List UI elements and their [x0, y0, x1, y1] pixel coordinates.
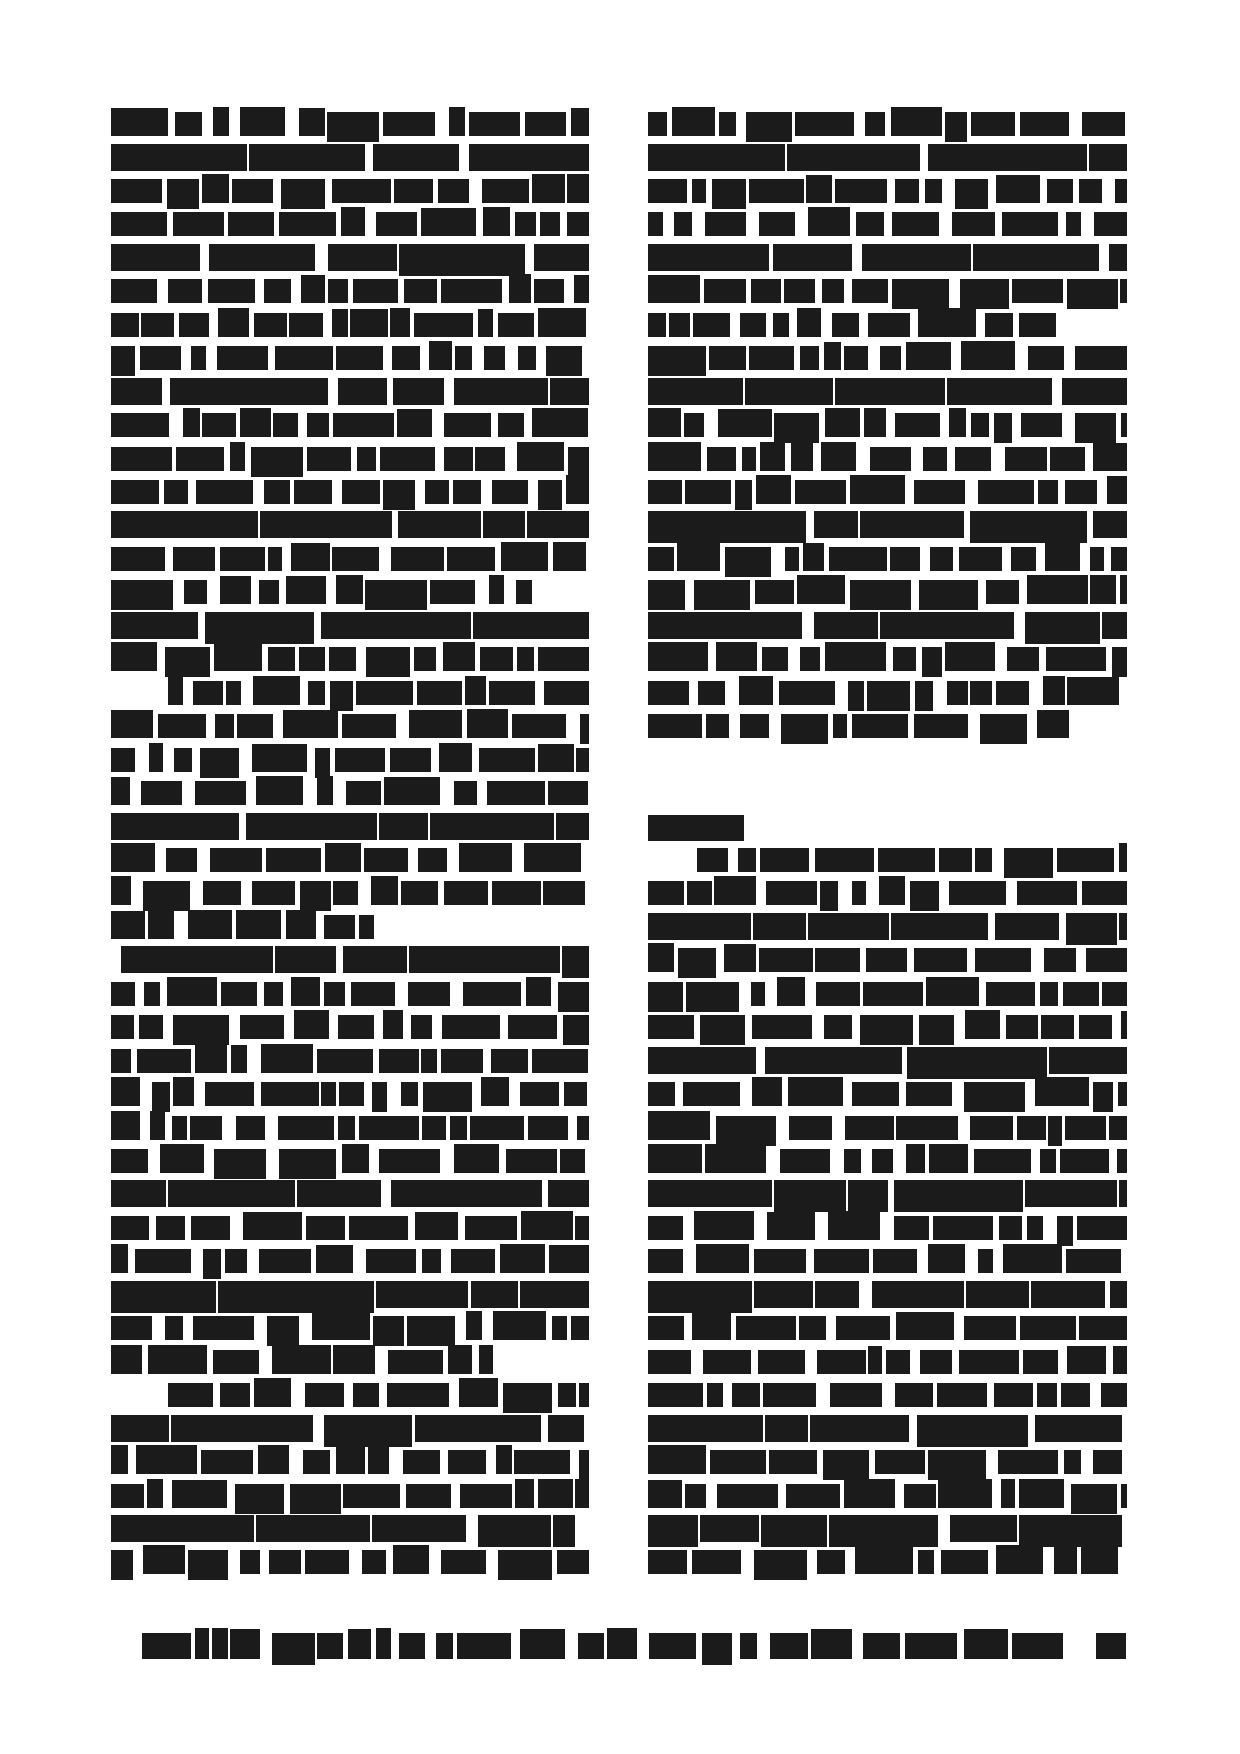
redacted-text-line: [648, 447, 1127, 471]
redacted-text-line: [648, 1249, 1127, 1273]
redacted-text-line: [111, 380, 589, 404]
redacted-text-line: [111, 714, 589, 738]
redacted-text-line: [111, 1283, 589, 1307]
redacted-text-line: [648, 346, 1127, 370]
redacted-text-line: [648, 1350, 1127, 1374]
redacted-text-line: [648, 881, 1127, 905]
redacted-text-line: [168, 1383, 589, 1407]
redacted-text-line: [111, 915, 374, 939]
redacted-text-line: [111, 1249, 589, 1273]
redacted-text-line: [648, 480, 1127, 504]
redacted-text-line: [111, 1149, 589, 1173]
redacted-text-line: [648, 1149, 1127, 1173]
redacted-text-line: [648, 179, 1127, 203]
text-column-right: [648, 112, 1127, 1596]
redacted-text-line: [111, 179, 589, 203]
redacted-text-line: [648, 313, 1070, 337]
redacted-text-line: [121, 948, 589, 972]
redacted-text-line: [648, 614, 1127, 638]
redacted-text-line: [111, 112, 589, 136]
redacted-text-line: [648, 246, 1127, 270]
page-number-block: [1096, 1633, 1126, 1659]
redacted-text-line: [111, 279, 589, 303]
redacted-text-line: [111, 1116, 589, 1140]
redacted-text-line: [111, 848, 589, 872]
redacted-text-line: [648, 1550, 1127, 1574]
redacted-text-line: [648, 1450, 1127, 1474]
redacted-text-line: [168, 681, 589, 705]
redacted-text-line: [111, 1517, 575, 1541]
redacted-text-line: [648, 413, 1127, 437]
redacted-text-line: [648, 580, 1127, 604]
redacted-text-line: [648, 982, 1127, 1006]
redacted-text-line: [648, 279, 1127, 303]
redacted-text-line: [648, 1116, 1127, 1140]
redacted-text-line: [111, 982, 589, 1006]
redacted-text-line: [648, 948, 1127, 972]
redacted-text-line: [648, 1082, 1127, 1106]
redacted-text-line: [648, 547, 1127, 571]
redacted-text-line: [111, 246, 589, 270]
redacted-text-line: [111, 1484, 589, 1508]
redacted-text-line: [111, 748, 589, 772]
redacted-text-line: [648, 1216, 1127, 1240]
redacted-text-line: [648, 1015, 1127, 1039]
redacted-text-line: [648, 681, 1127, 705]
redacted-text-line: [111, 1182, 589, 1206]
redacted-text-line: [111, 647, 589, 671]
redacted-text-line: [111, 580, 532, 604]
redacted-text-line: [648, 1517, 1122, 1541]
redacted-text-line: [648, 1316, 1127, 1340]
section-heading-block: [648, 815, 744, 841]
redacted-text-line: [111, 1350, 493, 1374]
redacted-text-line: [648, 1049, 1127, 1073]
text-column-left: [111, 112, 589, 1596]
redacted-text-line: [111, 513, 589, 537]
redacted-text-line: [111, 547, 589, 571]
redacted-text-line: [111, 614, 589, 638]
redacted-text-line: [648, 647, 1127, 671]
redacted-text-line: [648, 1484, 1127, 1508]
redacted-text-line: [648, 513, 1127, 537]
redacted-text-line: [111, 313, 589, 337]
redacted-text-line: [111, 413, 589, 437]
redacted-text-line: [648, 146, 1127, 170]
redacted-text-line: [111, 1216, 589, 1240]
redacted-text-line: [648, 1283, 1127, 1307]
redacted-text-line: [111, 1049, 589, 1073]
redacted-text-line: [648, 714, 1070, 738]
redacted-text-line: [648, 1383, 1127, 1407]
redacted-text-line: [648, 915, 1127, 939]
redacted-text-line: [111, 781, 589, 805]
redacted-text-line: [648, 380, 1127, 404]
redacted-text-line: [111, 1015, 589, 1039]
redacted-text-line: [111, 881, 589, 905]
redacted-text-line: [111, 1082, 589, 1106]
redacted-text-line: [111, 146, 589, 170]
footer-citation-line: [142, 1633, 1063, 1659]
redacted-text-line: [111, 1450, 589, 1474]
redacted-text-line: [111, 480, 589, 504]
redacted-text-line: [111, 346, 589, 370]
redacted-text-line: [111, 1316, 589, 1340]
redacted-text-line: [111, 815, 589, 839]
redacted-text-line: [648, 1417, 1122, 1441]
redacted-text-line: [648, 1182, 1127, 1206]
redacted-text-line: [697, 848, 1127, 872]
redacted-text-line: [111, 212, 589, 236]
redacted-text-line: [111, 1417, 584, 1441]
redacted-text-line: [111, 447, 589, 471]
redacted-text-line: [648, 212, 1127, 236]
redacted-text-line: [111, 1550, 589, 1574]
redacted-text-line: [648, 112, 1127, 136]
